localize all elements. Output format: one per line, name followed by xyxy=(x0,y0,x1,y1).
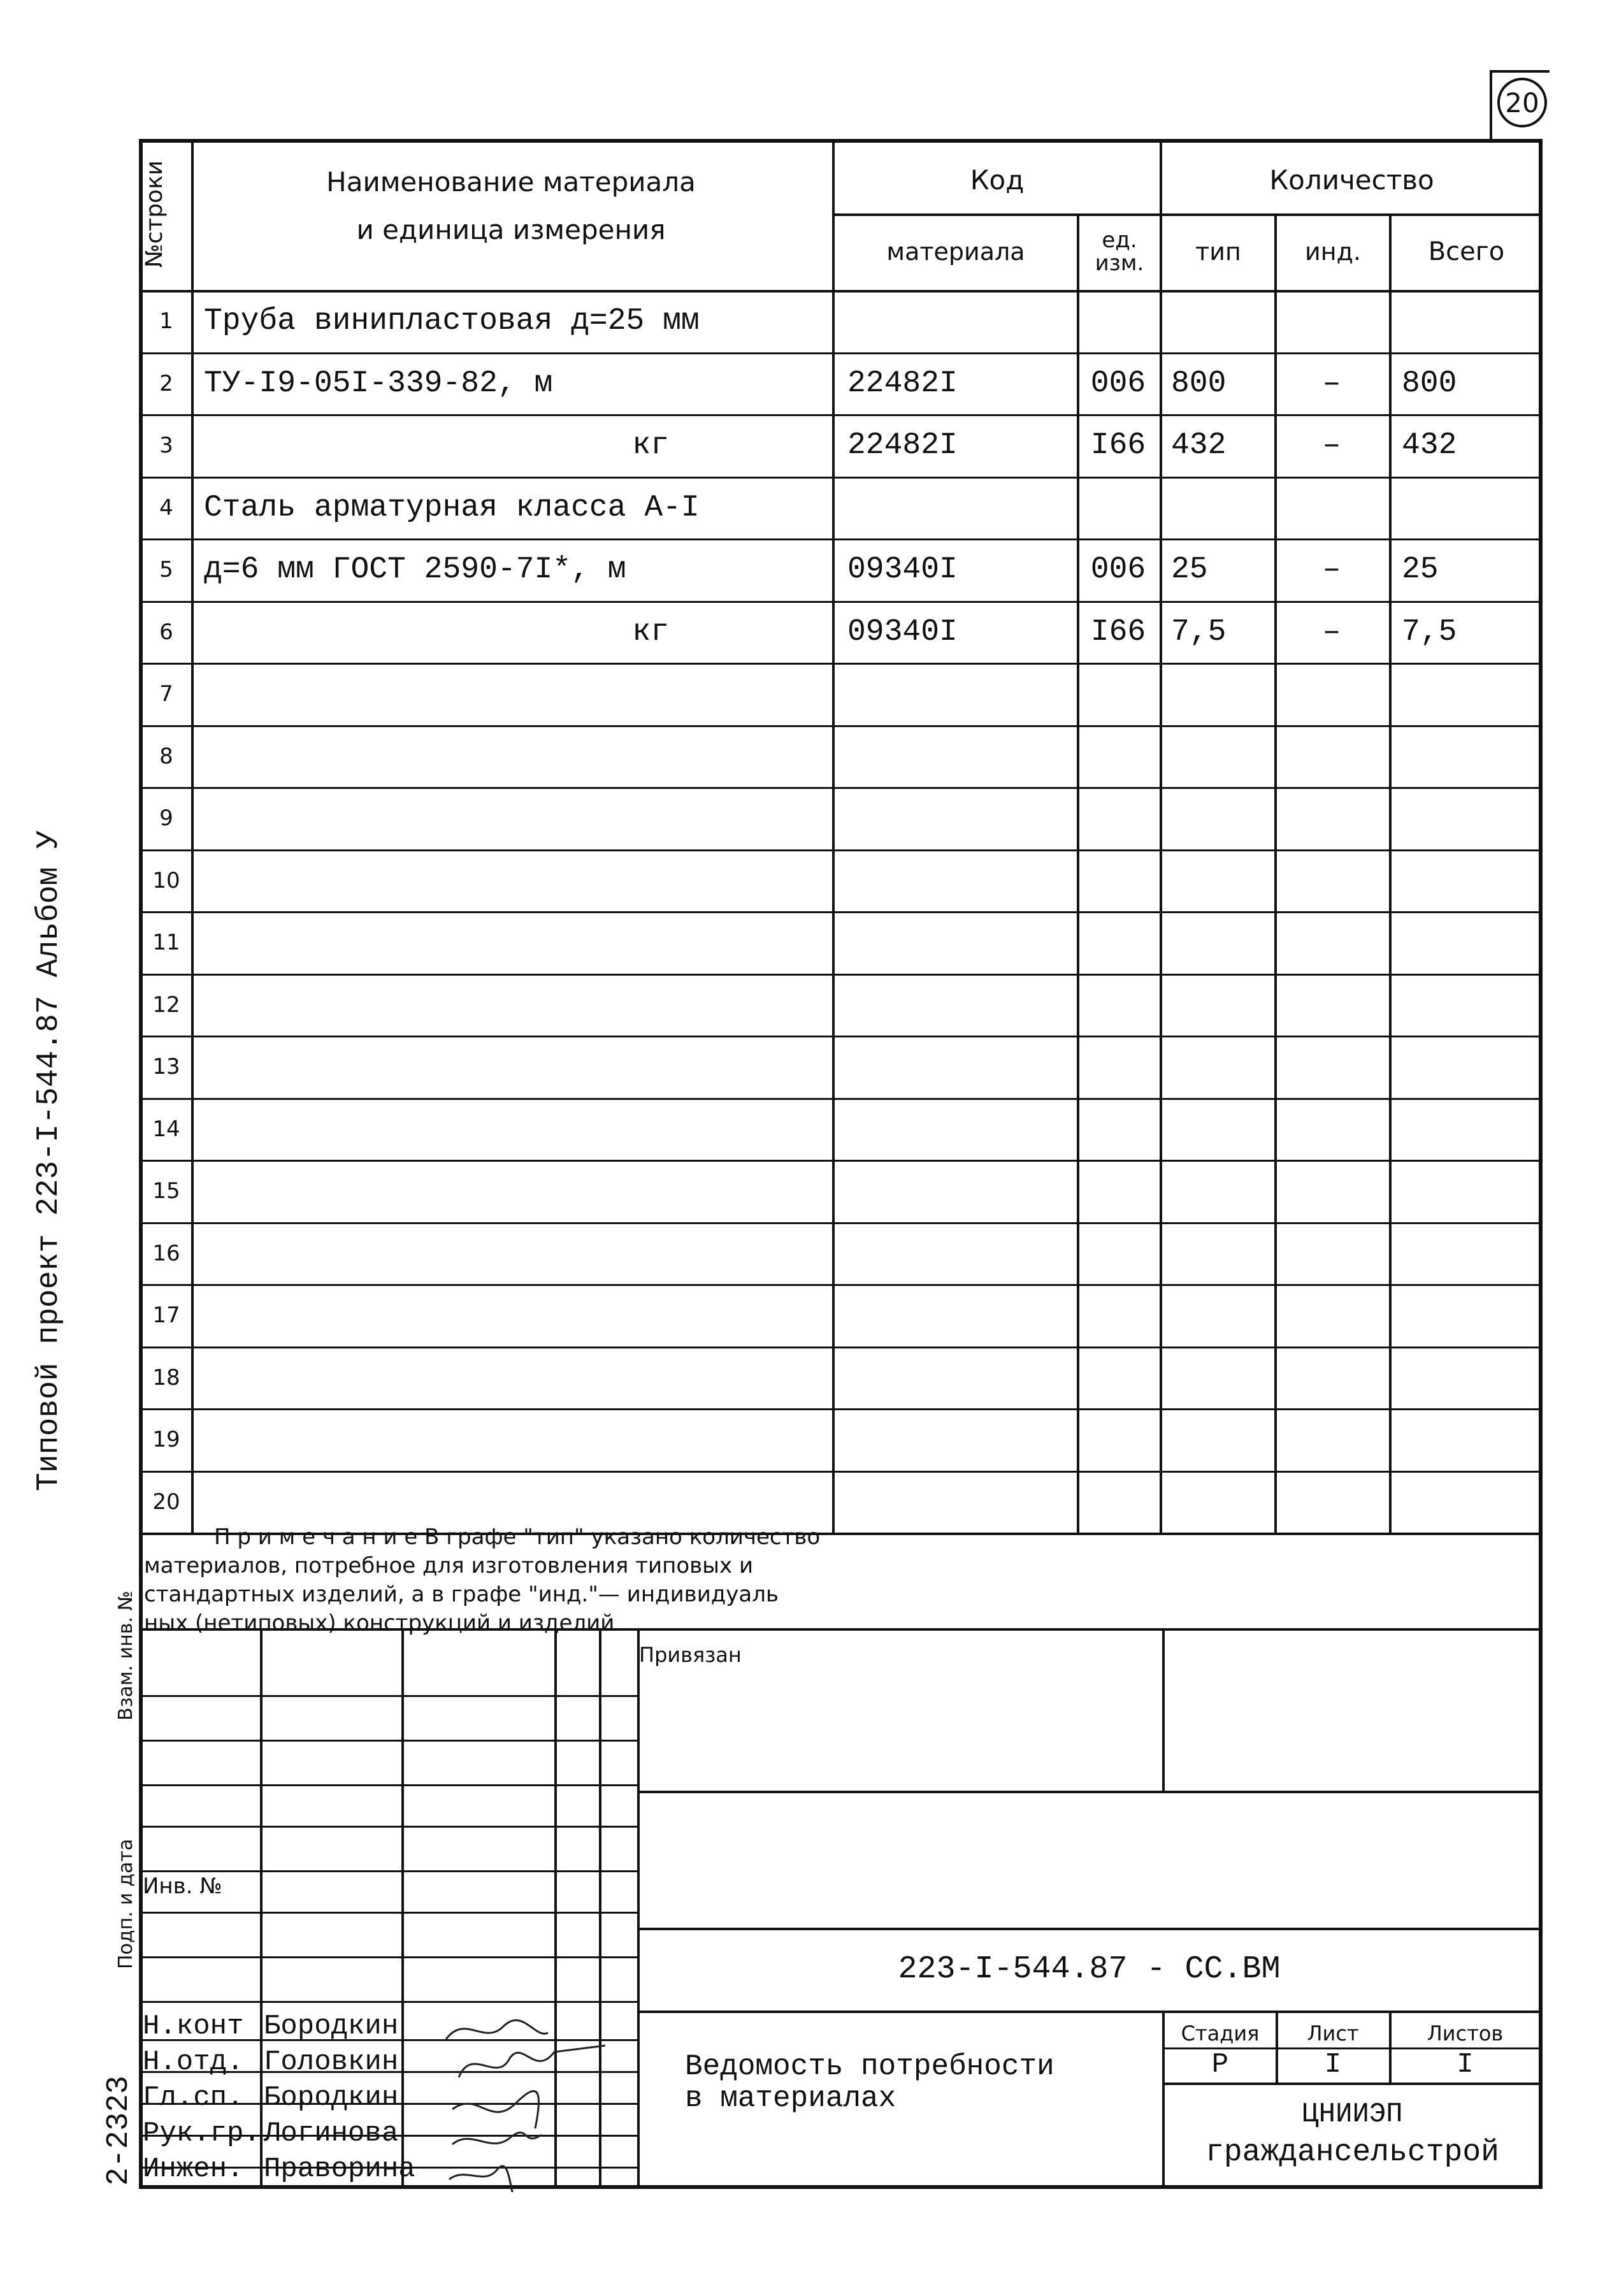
material-code xyxy=(847,1284,1070,1347)
qty-ind xyxy=(1276,725,1388,788)
stage-label: Стадия xyxy=(1181,2021,1260,2046)
row-number: 14 xyxy=(152,1116,180,1142)
material-name: Сталь арматурная класса А-I xyxy=(204,490,700,525)
qty-total xyxy=(1402,1036,1539,1098)
qty-typ xyxy=(1171,787,1273,849)
qty-ind: – xyxy=(1322,366,1341,401)
signatures-drawing xyxy=(440,2001,644,2192)
row-number: 2 xyxy=(159,370,173,396)
qty-typ xyxy=(1171,911,1273,974)
qty-ind xyxy=(1276,1347,1388,1409)
row-number: 13 xyxy=(152,1053,180,1079)
qty-ind xyxy=(1276,787,1388,849)
signer-role: Н.конт xyxy=(143,2011,244,2042)
signer-name: Бородкин xyxy=(264,2082,399,2114)
qty-typ xyxy=(1171,1098,1273,1160)
qty-typ: 7,5 xyxy=(1171,614,1227,649)
unit-code xyxy=(1078,974,1158,1036)
table-row xyxy=(0,974,1619,1036)
material-code xyxy=(847,1347,1070,1409)
qty-total xyxy=(1402,1347,1539,1409)
qty-typ: 800 xyxy=(1171,366,1227,401)
qty-total xyxy=(1402,1160,1539,1222)
signer-role: Рук.гр. xyxy=(143,2118,261,2149)
stamp-left-line-4 xyxy=(139,1826,637,1828)
sheet-title-line-1: Ведомость потребности xyxy=(685,2050,1054,2083)
qty-typ xyxy=(1171,663,1273,725)
stamp-line-stage-2 xyxy=(1162,2083,1543,2085)
org-line-2: граждансельстрой xyxy=(1205,2135,1499,2170)
unit-code xyxy=(1078,1098,1158,1160)
table-row xyxy=(0,1098,1619,1160)
signer-role: Инжен. xyxy=(143,2153,244,2185)
row-number: 8 xyxy=(159,743,173,769)
table-row xyxy=(0,601,1619,663)
qty-typ xyxy=(1171,1284,1273,1347)
unit-code: 006 xyxy=(1090,552,1146,587)
qty-ind xyxy=(1276,1160,1388,1222)
inv-no-label: Инв. № xyxy=(143,1874,222,1899)
material-code: 09340I xyxy=(847,614,958,649)
qty-total xyxy=(1402,477,1539,539)
material-code xyxy=(847,1098,1070,1160)
table-row xyxy=(0,663,1619,725)
row-number: 9 xyxy=(159,805,173,831)
qty-ind xyxy=(1276,290,1388,352)
material-code: 22482I xyxy=(847,428,958,463)
row-number: 20 xyxy=(152,1489,180,1515)
table-row xyxy=(0,1036,1619,1098)
material-name xyxy=(204,1284,822,1347)
unit-code xyxy=(1078,1222,1158,1285)
qty-total xyxy=(1402,290,1539,352)
unit-code: I66 xyxy=(1090,614,1146,649)
qty-ind xyxy=(1276,911,1388,974)
unit-code xyxy=(1078,1160,1158,1222)
table-row xyxy=(0,1222,1619,1285)
material-code xyxy=(847,725,1070,788)
unit-code xyxy=(1078,911,1158,974)
qty-total: 800 xyxy=(1402,366,1457,401)
material-name: кг xyxy=(632,614,669,649)
qty-typ xyxy=(1171,477,1273,539)
header-name-line2: и единица измерения xyxy=(356,213,666,245)
qty-total: 25 xyxy=(1402,552,1439,587)
stamp-col-privyazan xyxy=(1162,1628,1165,1791)
qty-ind xyxy=(1276,1098,1388,1160)
qty-total xyxy=(1402,1471,1539,1533)
unit-code xyxy=(1078,477,1158,539)
qty-total xyxy=(1402,974,1539,1036)
row-number: 19 xyxy=(152,1426,180,1452)
qty-total: 7,5 xyxy=(1402,614,1457,649)
signer-role: Н.отд. xyxy=(143,2046,244,2078)
qty-typ: 432 xyxy=(1171,428,1227,463)
material-code xyxy=(847,849,1070,912)
material-name xyxy=(204,725,822,788)
stamp-left-line-5 xyxy=(139,1870,637,1872)
stamp-left-line-2 xyxy=(139,1740,637,1742)
material-code xyxy=(847,787,1070,849)
qty-typ xyxy=(1171,1036,1273,1098)
table-row xyxy=(0,352,1619,415)
stamp-col-1 xyxy=(260,1628,263,2189)
qty-ind xyxy=(1276,1471,1388,1533)
table-row xyxy=(0,849,1619,912)
signer-name: Логинова xyxy=(264,2118,399,2149)
qty-typ xyxy=(1171,1471,1273,1533)
signer-name: Бородкин xyxy=(264,2011,399,2042)
note-line-2: материалов, потребное для изготовления типовых и xyxy=(144,1553,754,1578)
material-code: 22482I xyxy=(847,366,958,401)
row-number: 15 xyxy=(152,1178,180,1204)
unit-code xyxy=(1078,1284,1158,1347)
sheet-title-line-2: в материалах xyxy=(685,2082,896,2115)
material-code xyxy=(847,290,1070,352)
row-number: 11 xyxy=(152,929,180,955)
note-line-3: стандартных изделий, а в графе "инд."— индивидуаль xyxy=(144,1582,779,1607)
row-number: 5 xyxy=(159,556,173,582)
header-code-unit: ед. изм. xyxy=(1095,227,1144,276)
material-code xyxy=(847,1036,1070,1098)
qty-total xyxy=(1402,1222,1539,1285)
side-label-podp-data: Подп. и дата xyxy=(115,1838,137,1969)
qty-typ xyxy=(1171,1408,1273,1471)
qty-typ xyxy=(1171,974,1273,1036)
row-number: 10 xyxy=(152,867,180,893)
table-row xyxy=(0,1160,1619,1222)
note-line-4: ных (нетиповых) конструкций и изделий xyxy=(144,1610,615,1636)
unit-code xyxy=(1078,1036,1158,1098)
header-subline xyxy=(832,213,1543,216)
unit-code: 006 xyxy=(1090,366,1146,401)
qty-ind xyxy=(1276,1408,1388,1471)
material-name: ТУ-I9-05I-339-82, м xyxy=(204,366,553,401)
material-name xyxy=(204,1036,822,1098)
qty-ind: – xyxy=(1322,552,1341,587)
page-number: 20 xyxy=(1497,78,1547,127)
material-name xyxy=(204,911,822,974)
row-number: 12 xyxy=(152,992,180,1018)
qty-ind xyxy=(1276,1284,1388,1347)
org-line-1: ЦНИИЭП xyxy=(1302,2098,1403,2130)
header-row-no: №строки xyxy=(141,160,168,268)
signer-name: Головкин xyxy=(264,2046,399,2078)
unit-code xyxy=(1078,725,1158,788)
material-name: д=6 мм ГОСТ 2590-7I*, м xyxy=(204,552,626,587)
document-code: 223-I-544.87 - СС.ВМ xyxy=(898,1951,1281,1988)
table-row xyxy=(0,477,1619,539)
header-qty-ind: инд. xyxy=(1305,238,1361,266)
unit-code xyxy=(1078,663,1158,725)
unit-code: I66 xyxy=(1090,428,1146,463)
material-name xyxy=(204,787,822,849)
sheets-label: Листов xyxy=(1427,2021,1504,2046)
note-text xyxy=(144,1523,1100,1638)
table-row xyxy=(0,1408,1619,1471)
signer-role: Гл.сп. xyxy=(143,2082,244,2114)
qty-typ xyxy=(1171,1347,1273,1409)
side-title: Типовой проект 223-I-544.87 Альбом У xyxy=(32,830,66,1491)
qty-ind: – xyxy=(1322,614,1341,649)
material-name xyxy=(204,849,822,912)
header-code-material: материала xyxy=(886,238,1025,266)
qty-total xyxy=(1402,911,1539,974)
stage-value: Р xyxy=(1211,2049,1229,2081)
table-row xyxy=(0,725,1619,788)
qty-typ xyxy=(1171,849,1273,912)
qty-typ xyxy=(1171,290,1273,352)
table-row xyxy=(0,911,1619,974)
row-number: 4 xyxy=(159,495,173,521)
material-name xyxy=(204,1098,822,1160)
material-code xyxy=(847,1222,1070,1285)
stamp-top-line xyxy=(139,1628,1543,1631)
material-name: кг xyxy=(632,428,669,463)
qty-typ: 25 xyxy=(1171,552,1208,587)
qty-total xyxy=(1402,849,1539,912)
header-qty-total: Всего xyxy=(1428,237,1505,266)
material-name: Труба винипластовая д=25 мм xyxy=(204,303,700,338)
material-name xyxy=(204,663,822,725)
material-code: 09340I xyxy=(847,552,958,587)
material-code xyxy=(847,477,1070,539)
row-number: 18 xyxy=(152,1364,180,1390)
qty-typ xyxy=(1171,1222,1273,1285)
qty-ind xyxy=(1276,663,1388,725)
qty-total xyxy=(1402,663,1539,725)
table-row xyxy=(0,1284,1619,1347)
row-number: 7 xyxy=(159,681,173,707)
signer-name: Праворина xyxy=(264,2153,415,2185)
stamp-left-line-3 xyxy=(139,1784,637,1786)
qty-total xyxy=(1402,725,1539,788)
row-number: 17 xyxy=(152,1302,180,1328)
unit-code xyxy=(1078,787,1158,849)
table-row xyxy=(0,787,1619,849)
unit-code xyxy=(1078,849,1158,912)
material-name xyxy=(204,1160,822,1222)
qty-ind xyxy=(1276,477,1388,539)
row-number: 6 xyxy=(159,619,173,645)
material-name xyxy=(204,1222,822,1285)
row-number: 3 xyxy=(159,432,173,458)
unit-code xyxy=(1078,1347,1158,1409)
qty-total xyxy=(1402,1408,1539,1471)
row-number: 1 xyxy=(159,308,173,334)
table-row xyxy=(0,414,1619,477)
unit-code xyxy=(1078,1408,1158,1471)
qty-typ xyxy=(1171,725,1273,788)
material-code xyxy=(847,974,1070,1036)
header-quantity: Количество xyxy=(1269,164,1434,196)
header-qty-typ: тип xyxy=(1195,238,1241,266)
unit-code xyxy=(1078,290,1158,352)
note-line-1: П р и м е ч а н и е В графе "тип" указано количество xyxy=(214,1524,821,1550)
qty-ind: – xyxy=(1322,428,1341,463)
side-label-inv-value: 2-2323 xyxy=(102,2076,136,2186)
qty-ind xyxy=(1276,1036,1388,1098)
sheet-title xyxy=(685,2051,1054,2114)
table-row xyxy=(0,1347,1619,1409)
qty-ind xyxy=(1276,849,1388,912)
qty-total xyxy=(1402,1098,1539,1160)
stamp-line-code-bottom xyxy=(637,2011,1543,2013)
material-code xyxy=(847,911,1070,974)
qty-total: 432 xyxy=(1402,428,1457,463)
qty-typ xyxy=(1171,1160,1273,1222)
qty-total xyxy=(1402,1284,1539,1347)
material-name xyxy=(204,1347,822,1409)
side-label-vzam-inv: Взам. инв. № xyxy=(115,1591,137,1721)
sheet-label: Лист xyxy=(1307,2021,1359,2046)
material-name xyxy=(204,974,822,1036)
table-row xyxy=(0,290,1619,352)
qty-ind xyxy=(1276,974,1388,1036)
sheet-value: I xyxy=(1324,2049,1342,2081)
row-number: 16 xyxy=(152,1240,180,1266)
header-code: Код xyxy=(970,164,1025,196)
stamp-left-line-6 xyxy=(139,1912,637,1914)
qty-total xyxy=(1402,787,1539,849)
material-code xyxy=(847,663,1070,725)
header-name-line1: Наименование материала xyxy=(326,166,696,198)
material-code xyxy=(847,1160,1070,1222)
material-name xyxy=(204,1408,822,1471)
qty-ind xyxy=(1276,1222,1388,1285)
table-row xyxy=(0,538,1619,601)
stamp-col-2 xyxy=(401,1628,404,2189)
material-code xyxy=(847,1408,1070,1471)
privyazan-label: Привязан xyxy=(639,1643,742,1667)
stamp-left-line-1 xyxy=(139,1695,637,1697)
stamp-left-line-7 xyxy=(139,1956,637,1958)
stamp-line-privyazan xyxy=(637,1791,1543,1793)
sheets-value: I xyxy=(1457,2049,1474,2081)
